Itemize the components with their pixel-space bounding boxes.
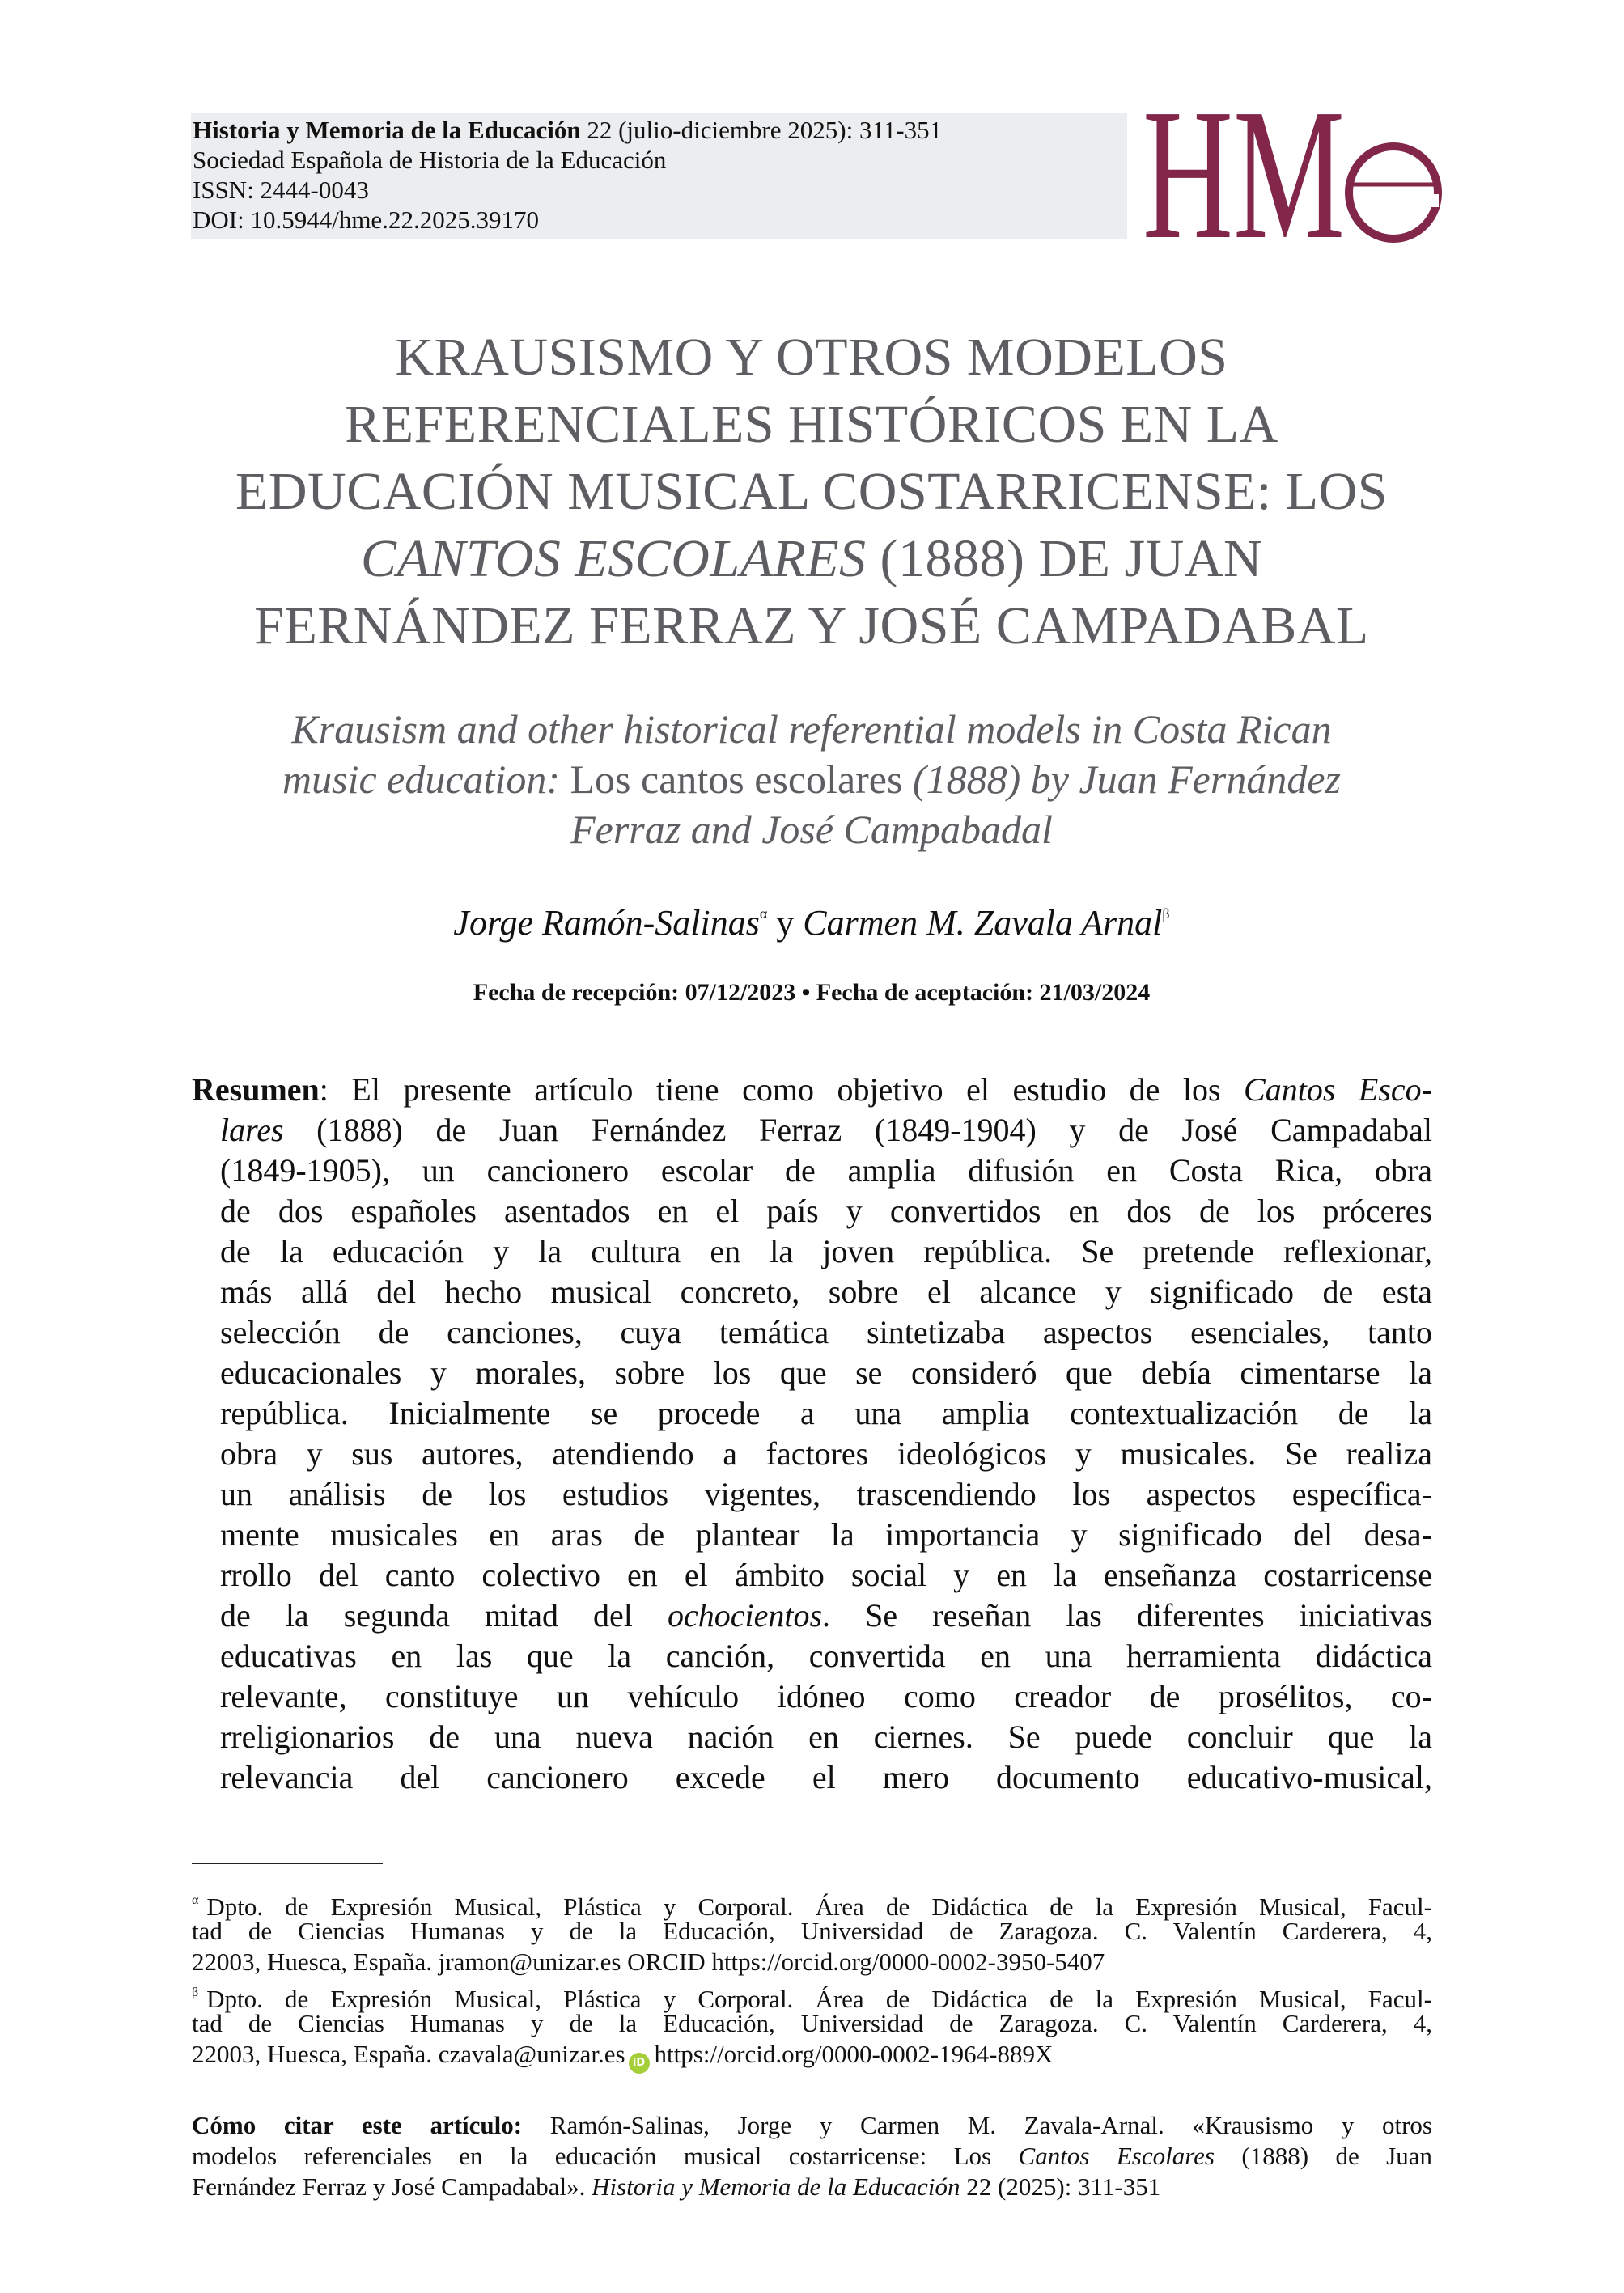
abstract-line: de la educación y la cultura en la joven república. Se pretende reflexionar, xyxy=(220,1233,1432,1269)
abstract-text: de la segunda mitad del xyxy=(220,1597,668,1634)
abstract-label: Resumen xyxy=(192,1071,320,1108)
abstract-line xyxy=(220,1596,1432,1636)
citation-line xyxy=(192,2172,1432,2202)
subtitle-part: (1888) by Juan Fernández xyxy=(902,757,1341,802)
footnote-email[interactable]: 22003, Huesca, España. czavala@unizar.es xyxy=(192,2040,625,2068)
citation-text: Ramón-Salinas, Jorge y Carmen M. Zavala-Arnal. «Krausismo y otros xyxy=(522,2111,1432,2139)
abstract-line: rreligionarios de una nueva nación en ciernes. Se puede concluir que la xyxy=(220,1719,1432,1755)
abstract-line: (1849-1905), un cancionero escolar de amplia difusión en Costa Rica, obra xyxy=(220,1152,1432,1189)
dates-line: Fecha de recepción: 07/12/2023 • Fecha de aceptación: 21/03/2024 xyxy=(473,979,1151,1006)
subtitle-line-1: Krausism and other historical referential models in Costa Rican xyxy=(291,706,1332,752)
journal-name: Historia y Memoria de la Educación xyxy=(193,116,581,144)
svg-text:HM: HM xyxy=(1143,95,1345,245)
subtitle-line-3: Ferraz and José Campabadal xyxy=(570,807,1053,852)
footnote-alpha-line: tad de Ciencias Humanas y de la Educación, Universidad de Zaragoza. C. Valentín Carderera, 4, xyxy=(192,1917,1432,1945)
citation-text: 22 (2025): 311-351 xyxy=(960,2172,1161,2201)
abstract-line: mente musicales en aras de plantear la importancia y significado del desa- xyxy=(220,1516,1432,1553)
author-line xyxy=(191,902,1432,943)
footnote-mark: α xyxy=(192,1893,199,1907)
journal-issue: 22 (julio-diciembre 2025): 311-351 xyxy=(587,116,943,144)
footnote-alpha-line xyxy=(192,1885,1432,1921)
abstract-line: educacionales y morales, sobre los que se consideró que debía cimentarse la xyxy=(220,1354,1432,1391)
abstract-italic: lares xyxy=(220,1112,284,1148)
abstract-italic: Cantos Esco- xyxy=(1244,1071,1432,1108)
subtitle-line-2 xyxy=(191,756,1432,803)
abstract-line: relevancia del cancionero excede el mero documento educativo-musical, xyxy=(220,1759,1432,1795)
hme-logo-icon xyxy=(1143,95,1450,245)
author-conjunction: y xyxy=(767,903,804,943)
orcid-icon[interactable]: iD xyxy=(629,2053,650,2074)
abstract-line: rrollo del canto colectivo en el ámbito social y en la enseñanza costarricense xyxy=(220,1557,1432,1593)
abstract-text: . Se reseñan las diferentes iniciativas xyxy=(822,1597,1433,1634)
abstract-line: más allá del hecho musical concreto, sobre el alcance y significado de esta xyxy=(220,1274,1432,1310)
footnote-beta-line: tad de Ciencias Humanas y de la Educación, Universidad de Zaragoza. C. Valentín Carderera, 4, xyxy=(192,2009,1432,2037)
title-line-4 xyxy=(191,528,1432,590)
journal-society: Sociedad Española de Historia de la Educación xyxy=(193,146,667,174)
footnote-text: Dpto. de Expresión Musical, Plástica y Corporal. Área de Didáctica de la Expresión Musical, Facul- xyxy=(206,1892,1432,1921)
subtitle-work-title: Los cantos escolares xyxy=(570,757,903,802)
abstract-line xyxy=(220,1110,1432,1151)
title-line-4-rest: (1888) DE JUAN xyxy=(866,529,1263,588)
abstract-line: relevante, constituye un vehículo idóneo como creador de prosélitos, co- xyxy=(220,1678,1432,1714)
footnote-beta-line xyxy=(192,1977,1432,2013)
citation-line xyxy=(192,2141,1432,2172)
abstract-line xyxy=(192,1070,1432,1110)
hme-logo xyxy=(1143,95,1450,245)
citation-text: Fernández Ferraz y José Campadabal». xyxy=(192,2172,592,2201)
footnote-divider xyxy=(192,1863,383,1864)
abstract-line: de dos españoles asentados en el país y convertidos en dos de los próceres xyxy=(220,1193,1432,1229)
orcid-link[interactable]: https://orcid.org/0000-0002-1964-889X xyxy=(654,2040,1054,2068)
title-line-2: REFERENCIALES HISTÓRICOS EN LA xyxy=(345,395,1278,454)
abstract-line: un análisis de los estudios vigentes, trascendiendo los aspectos específica- xyxy=(220,1476,1432,1512)
citation-text: (1888) de Juan xyxy=(1214,2142,1432,2170)
footnote-mark: β xyxy=(192,1986,199,1999)
citation-line xyxy=(192,2110,1432,2141)
subtitle-part: music education: xyxy=(282,757,570,802)
abstract-text: : El presente artículo tiene como objetivo el estudio de los xyxy=(319,1071,1245,1108)
abstract-italic: ochocientos xyxy=(667,1597,823,1634)
abstract-line: selección de canciones, cuya temática sintetizaba aspectos esenciales, tanto xyxy=(220,1314,1432,1350)
journal-line xyxy=(193,115,942,145)
abstract-line: obra y sus autores, atendiendo a factores ideológicos y musicales. Se realiza xyxy=(220,1435,1432,1472)
author-1: Jorge Ramón-Salinas xyxy=(453,903,760,943)
author-2: Carmen M. Zavala Arnal xyxy=(803,903,1163,943)
title-line-1: KRAUSISMO Y OTROS MODELOS xyxy=(395,328,1228,387)
journal-issn: ISSN: 2444-0043 xyxy=(193,176,369,204)
footnote-alpha-line[interactable]: 22003, Huesca, España. jramon@unizar.es ORCID https://orcid.org/0000-0002-3950-5407 xyxy=(192,1948,1105,1976)
citation-journal: Historia y Memoria de la Educación xyxy=(592,2172,960,2201)
journal-info-box xyxy=(191,113,1127,239)
abstract-line: república. Inicialmente se procede a una amplia contextualización de la xyxy=(220,1395,1432,1431)
title-italic-work: CANTOS ESCOLARES xyxy=(360,529,867,588)
author-2-footnote-mark[interactable]: β xyxy=(1162,905,1170,922)
title-line-3: EDUCACIÓN MUSICAL COSTARRICENSE: LOS xyxy=(235,462,1388,521)
citation-text: modelos referenciales en la educación musical costarricense: Los xyxy=(192,2142,1019,2170)
citation-italic: Cantos Escolares xyxy=(1018,2142,1215,2170)
author-1-footnote-mark[interactable]: α xyxy=(759,905,768,922)
footnote-text: Dpto. de Expresión Musical, Plástica y Corporal. Área de Didáctica de la Expresión Musical, Facul- xyxy=(206,1985,1432,2013)
abstract-line: educativas en las que la canción, convertida en una herramienta didáctica xyxy=(220,1638,1432,1674)
journal-doi[interactable]: DOI: 10.5944/hme.22.2025.39170 xyxy=(193,206,539,234)
citation-label: Cómo citar este artículo: xyxy=(192,2111,523,2139)
abstract-text: (1888) de Juan Fernández Ferraz (1849-1904) y de José Campadabal xyxy=(283,1112,1432,1148)
footnote-beta-line xyxy=(192,2039,1432,2070)
title-line-5: FERNÁNDEZ FERRAZ Y JOSÉ CAMPADABAL xyxy=(254,596,1369,655)
